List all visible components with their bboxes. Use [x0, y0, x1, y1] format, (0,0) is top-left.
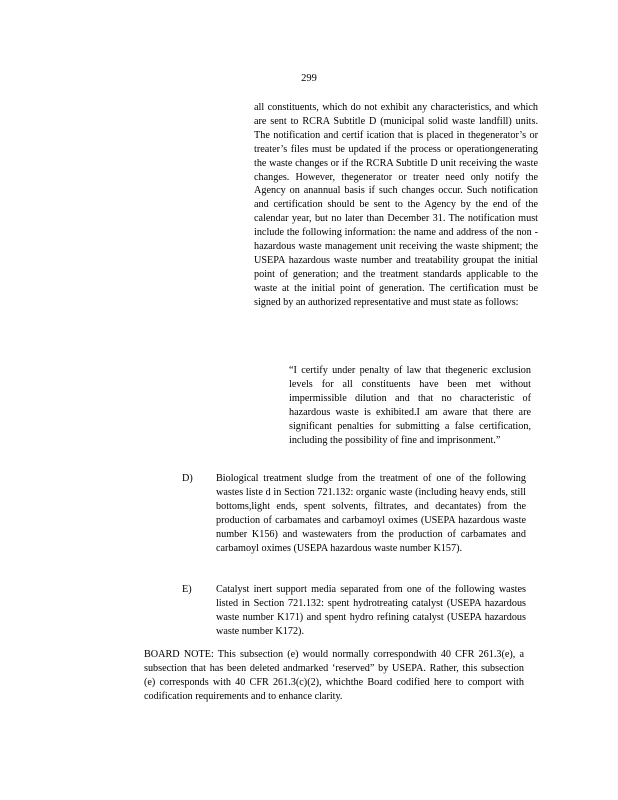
- certification-quote-text: “I certify under penalty of law that thegeneric exclusion levels for all constituents have been met without impermissible dilution and that no characteristic of hazardous waste is exhibited.I am aware that there are significant penalties for submitting a false certification, including the possibility of fine and imprisonment.”: [289, 365, 531, 446]
- continuation-paragraph-text: all constituents, which do not exhibit any characteristics, and which are sent to RCRA Subtitle D (municipal solid waste landfill) units. The notification and certif ication that is placed in thegenerator’s or treater’s files must be updated if the process or operationgenerating the waste changes or if the RCRA Subtitle D unit receiving the waste changes. However, thegenerator or treater need only notify the Agency on anannual basis if such changes occur. Such notification and certification should be sent to the Agency by the end of the calendar year, but no later than December 31. The notification must include the following information: the name and address of the non -hazardous waste management unit receiving the waste shipment; the USEPA hazardous waste number and treatability groupat the initial point of generation; and the treatment standards applicable to the waste at the initial point of generation. The certification must be signed by an authorized representative and must state as follows:: [254, 102, 538, 308]
- item-e-label: E): [182, 584, 192, 595]
- certification-quote: [289, 364, 531, 447]
- item-d-label: D): [182, 473, 193, 484]
- page-number: 299: [301, 73, 317, 84]
- continuation-paragraph: [254, 101, 538, 310]
- item-e-text: Catalyst inert support media separated from one of the following wastes listed in Section 721.132: spent hydrotreating catalyst (USEPA hazardous waste number K171) and spent hydro refining catalyst (USEPA hazardous waste number K172).: [216, 584, 526, 637]
- item-d-text: Biological treatment sludge from the treatment of one of the following wastes liste d in Section 721.132: organic waste (including heavy ends, still bottoms,light ends, spent solvents, filtrates, and decantates) from the production of carbamates and carbamoyl oximes (USEPA hazardous waste number K156) and wastewaters from the production of carbamates and carbamoyl oximes (USEPA hazardous waste number K157).: [216, 473, 526, 554]
- board-note: [144, 648, 524, 704]
- board-note-text: BOARD NOTE: This subsection (e) would normally correspondwith 40 CFR 261.3(e), a subsection that has been deleted andmarked ‘reserved” by USEPA. Rather, this subsection (e) corresponds with 40 CFR 261.3(c)(2), whichthe Board codified here to comport with codification requirements and to enhance clarity.: [144, 649, 524, 702]
